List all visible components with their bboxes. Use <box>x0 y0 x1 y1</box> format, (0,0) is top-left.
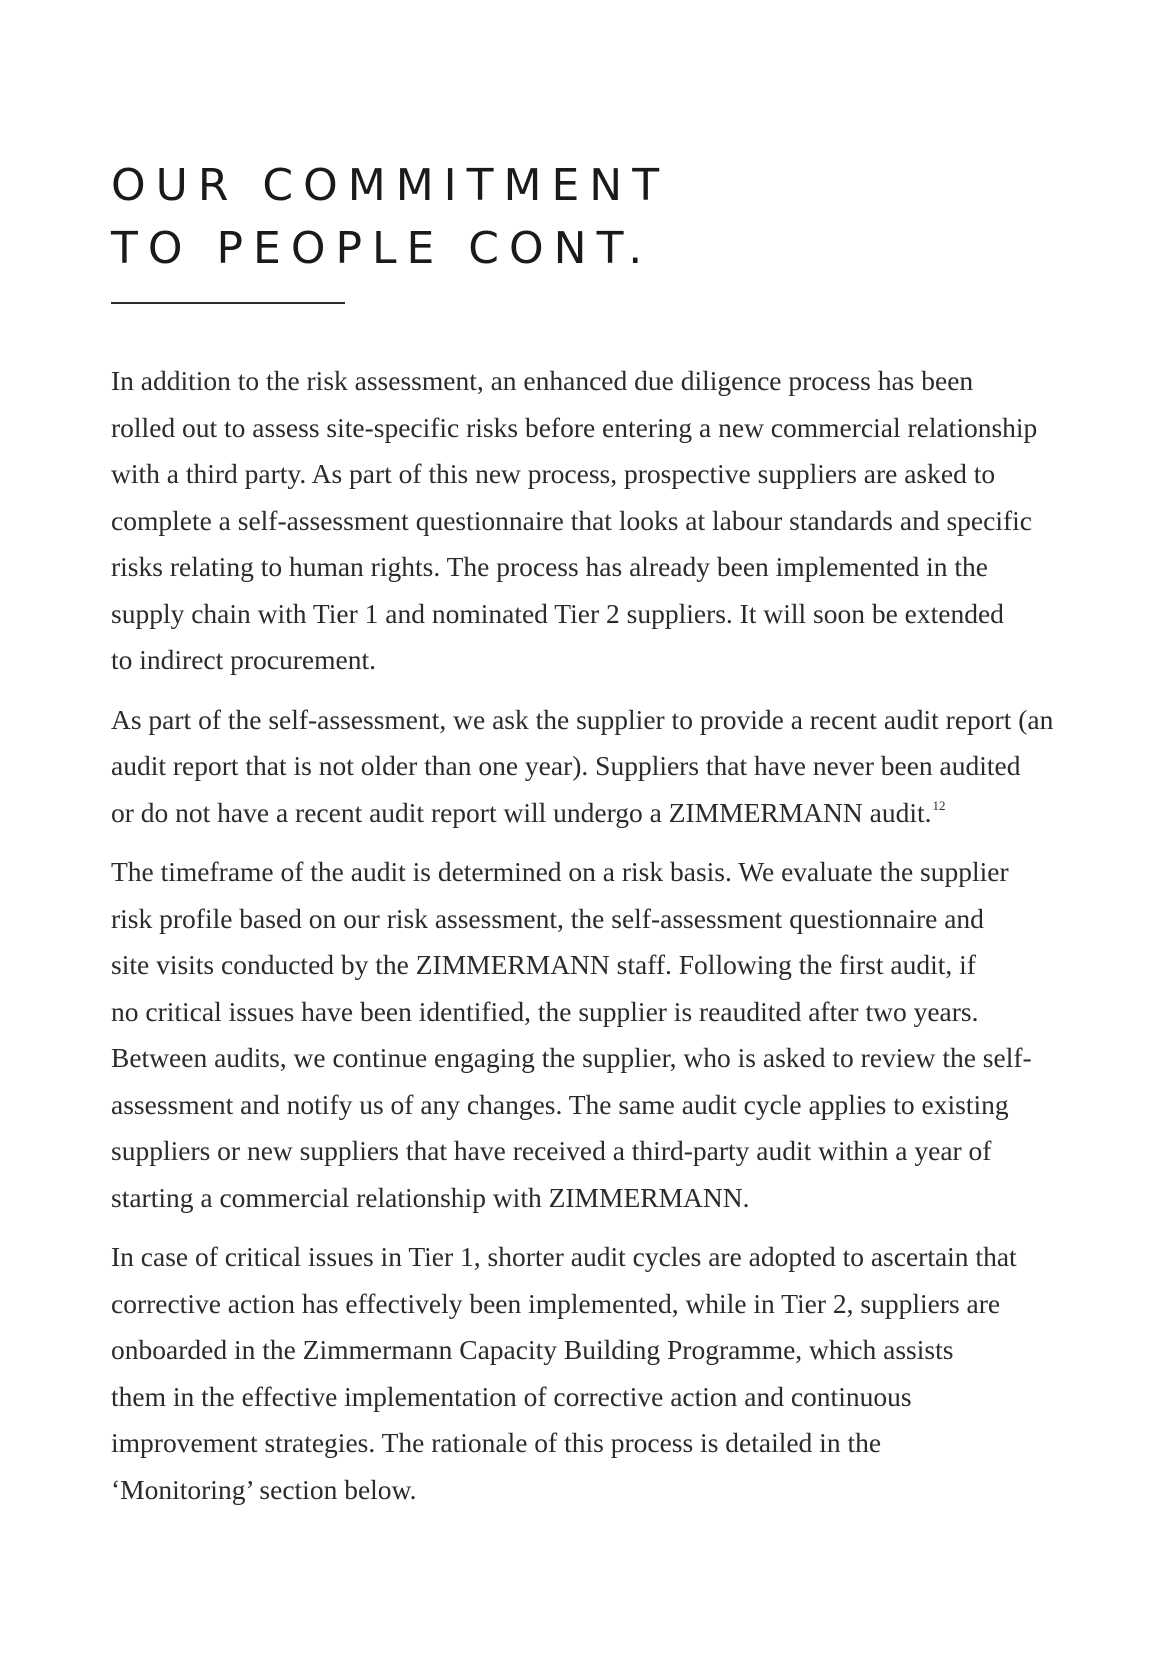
text-line: no critical issues have been identified, the supplier is reaudited after two years. <box>111 995 979 1027</box>
paragraph-4 <box>111 1234 1101 1513</box>
text-line: In addition to the risk assessment, an enhanced due diligence process has been <box>111 365 974 396</box>
text-line: complete a self-assessment questionnaire that looks at labour standards and specific <box>111 504 1032 536</box>
text-line-with-footnote <box>111 790 1101 837</box>
text-line: to indirect procurement. <box>111 644 376 675</box>
text-line: Between audits, we continue engaging the supplier, who is asked to review the self- <box>111 1042 1032 1073</box>
text-line: site visits conducted by the ZIMMERMANN staff. Following the first audit, if <box>111 949 976 980</box>
heading-divider <box>111 302 345 304</box>
text-line: with a third party. As part of this new process, prospective suppliers are asked to <box>111 458 996 489</box>
paragraph-2 <box>111 697 1101 837</box>
text-line: ‘Monitoring’ section below. <box>111 1473 417 1505</box>
page-title <box>111 154 669 280</box>
page-title-line-2: TO PEOPLE CONT. <box>111 223 653 274</box>
text-line: risk profile based on our risk assessment, the self-assessment questionnaire and <box>111 902 984 934</box>
text-line: In case of critical issues in Tier 1, shorter audit cycles are adopted to ascertain that <box>111 1241 1017 1272</box>
text-line: starting a commercial relationship with ZIMMERMANN. <box>111 1181 750 1213</box>
text-line: The timeframe of the audit is determined on a risk basis. We evaluate the supplier <box>111 856 1009 887</box>
text-line: supply chain with Tier 1 and nominated Tier 2 suppliers. It will soon be extended <box>111 597 1004 629</box>
text-line: them in the effective implementation of corrective action and continuous <box>111 1380 912 1412</box>
text-line: improvement strategies. The rationale of this process is detailed in the <box>111 1427 882 1458</box>
footnote-reference-12[interactable]: 12 <box>932 797 946 813</box>
text-line: rolled out to assess site-specific risks before entering a new commercial relationship <box>111 411 1038 443</box>
text-line: or do not have a recent audit report will undergo a ZIMMERMANN audit. <box>111 796 932 828</box>
text-line: As part of the self-assessment, we ask the supplier to provide a recent audit report (an <box>111 703 1054 735</box>
text-line: assessment and notify us of any changes. The same audit cycle applies to existing <box>111 1088 1009 1120</box>
body-text <box>111 358 1101 1526</box>
text-line: suppliers or new suppliers that have received a third-party audit within a year of <box>111 1135 992 1166</box>
paragraph-3 <box>111 849 1101 1221</box>
paragraph-1 <box>111 358 1101 684</box>
text-line: risks relating to human rights. The process has already been implemented in the <box>111 551 988 582</box>
text-line: corrective action has effectively been implemented, while in Tier 2, suppliers are <box>111 1287 1001 1319</box>
page-title-line-1: OUR COMMITMENT <box>111 160 670 211</box>
text-line: onboarded in the Zimmermann Capacity Building Programme, which assists <box>111 1334 954 1365</box>
text-line: audit report that is not older than one year). Suppliers that have never been audited <box>111 750 1021 781</box>
